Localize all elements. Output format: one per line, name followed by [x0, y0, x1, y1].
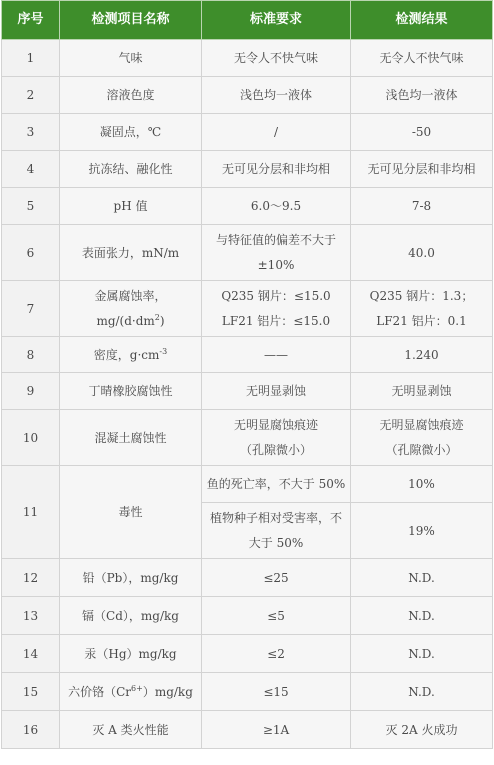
row-standard: 无可见分层和非均相 [202, 151, 351, 188]
unit-text: mg/(d·dm [96, 313, 155, 328]
row-item: 凝固点，℃ [60, 114, 202, 151]
header-no: 序号 [2, 1, 60, 40]
row-no: 10 [2, 410, 60, 466]
inspection-table [1, 0, 493, 749]
row-no: 16 [2, 711, 60, 749]
item-line: 金属腐蚀率， [94, 288, 167, 303]
row-item: 毒性 [60, 466, 202, 559]
row-item: 汞（Hg）mg/kg [60, 635, 202, 673]
item-text: 六价铬（Cr [68, 684, 132, 699]
row-no: 11 [2, 466, 60, 559]
row-item: 灭 A 类火性能 [60, 711, 202, 749]
table-row [2, 188, 493, 225]
result-line: 无明显腐蚀痕迹 [379, 417, 464, 432]
table-row [2, 337, 493, 373]
row-item [60, 673, 202, 711]
table-row [2, 559, 493, 597]
header-result: 检测结果 [351, 1, 493, 40]
row-item [60, 337, 202, 373]
row-item: 镉（Cd），mg/kg [60, 597, 202, 635]
standard-line: LF21 铝片：≤15.0 [221, 313, 331, 328]
table-header-row [2, 1, 493, 40]
header-item: 检测项目名称 [60, 1, 202, 40]
row-standard [202, 410, 351, 466]
row-item: 抗冻结、融化性 [60, 151, 202, 188]
row-result: 40.0 [351, 225, 493, 281]
standard-line: Q235 钢片：≤15.0 [221, 288, 331, 303]
table-row [2, 281, 493, 337]
row-item: 丁晴橡胶腐蚀性 [60, 373, 202, 410]
row-no: 2 [2, 77, 60, 114]
standard-line: 无明显腐蚀痕迹 [233, 417, 318, 432]
result-line: Q235 钢片：1.3； [369, 288, 474, 303]
table-row [2, 673, 493, 711]
item-text-post: ）mg/kg [142, 684, 193, 699]
row-no: 9 [2, 373, 60, 410]
row-no: 5 [2, 188, 60, 225]
table-row [2, 40, 493, 77]
row-standard: 无明显剥蚀 [202, 373, 351, 410]
row-result: 19% [351, 503, 493, 559]
row-result: 7-8 [351, 188, 493, 225]
row-result: -50 [351, 114, 493, 151]
row-item: 溶液色度 [60, 77, 202, 114]
row-result: 无令人不快气味 [351, 40, 493, 77]
row-result: N.D. [351, 597, 493, 635]
row-result: N.D. [351, 635, 493, 673]
row-standard: 鱼的死亡率，不大于 50% [202, 466, 351, 503]
table-row [2, 597, 493, 635]
row-standard: ≤15 [202, 673, 351, 711]
row-standard [202, 281, 351, 337]
table-row [2, 635, 493, 673]
row-result: 灭 2A 火成功 [351, 711, 493, 749]
row-no: 13 [2, 597, 60, 635]
row-standard: ≥1A [202, 711, 351, 749]
table-row [2, 466, 493, 503]
row-no: 3 [2, 114, 60, 151]
row-result [351, 281, 493, 337]
result-line: （孔隙微小） [385, 442, 458, 457]
row-result: 无明显剥蚀 [351, 373, 493, 410]
row-no: 7 [2, 281, 60, 337]
row-standard [202, 503, 351, 559]
row-standard: / [202, 114, 351, 151]
row-item: pH 值 [60, 188, 202, 225]
row-standard: 无令人不快气味 [202, 40, 351, 77]
row-standard: 6.0～9.5 [202, 188, 351, 225]
row-no: 1 [2, 40, 60, 77]
row-standard: 浅色均一液体 [202, 77, 351, 114]
unit-superscript: 6+ [131, 683, 143, 693]
table-row [2, 151, 493, 188]
row-standard: ≤2 [202, 635, 351, 673]
row-no: 6 [2, 225, 60, 281]
standard-line: 与特征值的偏差不大于 [215, 232, 336, 247]
header-standard: 标准要求 [202, 1, 351, 40]
row-no: 4 [2, 151, 60, 188]
table-row [2, 711, 493, 749]
row-result: 1.240 [351, 337, 493, 373]
table-row [2, 373, 493, 410]
unit-text-close: ) [159, 313, 165, 328]
row-result: 无可见分层和非均相 [351, 151, 493, 188]
row-result [351, 410, 493, 466]
unit-superscript: 2 [154, 312, 160, 322]
row-result: 浅色均一液体 [351, 77, 493, 114]
row-no: 12 [2, 559, 60, 597]
row-result: N.D. [351, 673, 493, 711]
table-row [2, 77, 493, 114]
row-item: 铅（Pb），mg/kg [60, 559, 202, 597]
row-result: N.D. [351, 559, 493, 597]
standard-line: 植物种子相对受害率，不 [209, 510, 342, 525]
row-no: 8 [2, 337, 60, 373]
row-standard: —— [202, 337, 351, 373]
row-item [60, 281, 202, 337]
row-result: 10% [351, 466, 493, 503]
table-row [2, 225, 493, 281]
standard-line: ±10% [257, 257, 295, 272]
row-item: 混凝土腐蚀性 [60, 410, 202, 466]
table-row [2, 410, 493, 466]
standard-line: 大于 50% [248, 535, 304, 550]
row-no: 15 [2, 673, 60, 711]
table-row [2, 114, 493, 151]
item-line [64, 309, 197, 334]
item-text: 密度，g·cm [93, 347, 160, 362]
standard-line: （孔隙微小） [239, 442, 312, 457]
row-no: 14 [2, 635, 60, 673]
unit-superscript: -3 [159, 346, 168, 356]
row-item: 气味 [60, 40, 202, 77]
row-item: 表面张力，mN/m [60, 225, 202, 281]
row-standard: ≤25 [202, 559, 351, 597]
row-standard [202, 225, 351, 281]
row-standard: ≤5 [202, 597, 351, 635]
result-line: LF21 铝片：0.1 [376, 313, 467, 328]
